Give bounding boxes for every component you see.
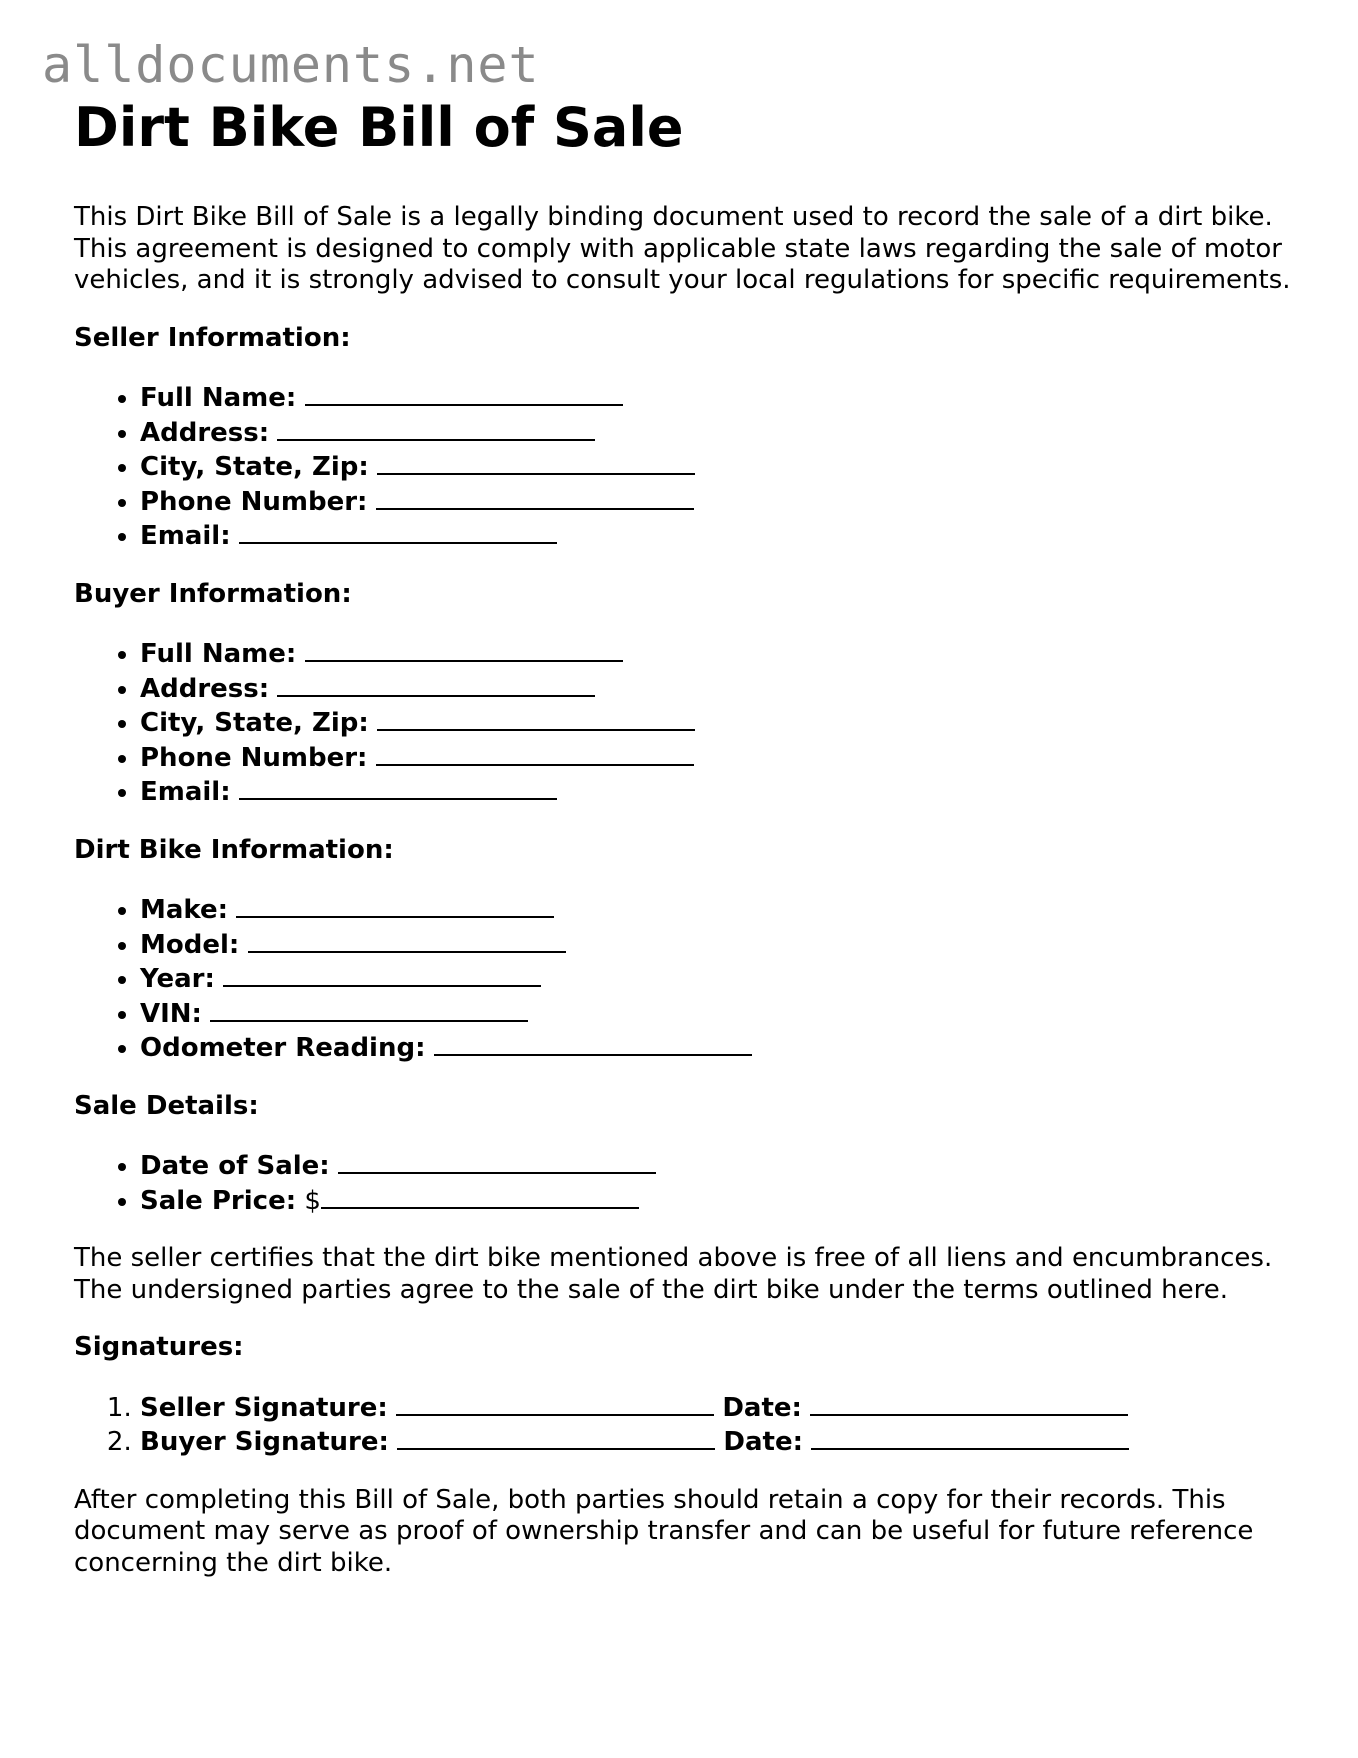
sale-date-blank[interactable]	[338, 1148, 656, 1174]
field-label: VIN:	[140, 998, 202, 1029]
field-label: Date of Sale:	[140, 1151, 330, 1181]
bike-heading: Dirt Bike Information:	[74, 834, 394, 865]
field-label: Full Name:	[140, 383, 297, 413]
sale-date-field	[140, 1148, 1294, 1183]
field-label: Make:	[140, 895, 229, 925]
bike-year-field	[140, 961, 1294, 996]
field-label: Seller Signature:	[140, 1392, 388, 1423]
seller-phone-field	[140, 484, 1294, 519]
buyer-fields-list	[74, 636, 1294, 809]
bike-vin-blank[interactable]	[210, 996, 528, 1022]
signatures-list	[74, 1390, 1294, 1459]
seller-fields-list	[74, 380, 1294, 553]
bike-model-blank[interactable]	[248, 927, 566, 953]
bike-fields-list	[74, 892, 1294, 1065]
field-label: Email:	[140, 777, 231, 807]
seller-city-state-zip-field	[140, 449, 1294, 484]
field-label: Address:	[140, 417, 270, 448]
field-label: Date:	[722, 1392, 802, 1423]
field-label: Buyer Signature:	[140, 1427, 389, 1457]
field-label: Model:	[140, 929, 240, 960]
field-label: Address:	[140, 673, 270, 704]
certification-paragraph: The seller certifies that the dirt bike mentioned above is free of all liens and encumbrances. The undersigned parties agree to the sale of the dirt bike under the terms outlined here.	[74, 1243, 1273, 1305]
closing-paragraph: After completing this Bill of Sale, both parties should retain a copy for their records. This document may serve as proof of ownership transfer and can be useful for future reference concerning the dirt bike.	[74, 1484, 1254, 1578]
buyer-city-state-zip-field	[140, 705, 1294, 740]
seller-address-field	[140, 415, 1294, 450]
bike-vin-field	[140, 996, 1294, 1031]
field-label: City, State, Zip:	[140, 452, 369, 482]
bike-make-field	[140, 892, 1294, 927]
sale-price-field	[140, 1183, 1294, 1218]
bike-make-blank[interactable]	[236, 892, 554, 918]
page-title: Dirt Bike Bill of Sale	[74, 96, 684, 159]
signatures-heading: Signatures:	[74, 1332, 244, 1362]
intro-paragraph: This Dirt Bike Bill of Sale is a legally binding document used to record the sale of a dirt bike. This agreement is designed to comply with applicable state laws regarding the sale of motor vehicles, and it is strongly advised to consult your local regulations for specific requirements.	[74, 202, 1291, 295]
buyer-phone-field	[140, 740, 1294, 775]
buyer-full-name-blank[interactable]	[305, 636, 623, 662]
seller-city-state-zip-blank[interactable]	[377, 449, 695, 475]
document-page	[74, 96, 1294, 1579]
buyer-phone-blank[interactable]	[376, 740, 694, 766]
field-label: Date:	[723, 1427, 804, 1457]
buyer-city-state-zip-blank[interactable]	[377, 705, 695, 731]
buyer-signature-blank[interactable]	[397, 1424, 715, 1450]
seller-heading: Seller Information:	[74, 322, 351, 353]
buyer-full-name-field	[140, 636, 1294, 671]
seller-full-name-field	[140, 380, 1294, 415]
field-label: Email:	[140, 521, 231, 551]
field-label: Phone Number:	[140, 742, 368, 773]
seller-signature-blank[interactable]	[396, 1390, 714, 1416]
seller-email-field	[140, 518, 1294, 553]
sale-heading: Sale Details:	[74, 1090, 259, 1121]
bike-year-blank[interactable]	[223, 961, 541, 987]
seller-signature-date-blank[interactable]	[810, 1390, 1128, 1416]
seller-phone-blank[interactable]	[376, 484, 694, 510]
buyer-address-blank[interactable]	[277, 671, 595, 697]
bike-odometer-blank[interactable]	[434, 1030, 752, 1056]
currency-symbol: $	[304, 1185, 321, 1216]
sale-fields-list	[74, 1148, 1294, 1217]
seller-address-blank[interactable]	[277, 415, 595, 441]
watermark-text: alldocuments.net	[42, 36, 540, 94]
bike-odometer-field	[140, 1030, 1294, 1065]
field-label: Odometer Reading:	[140, 1033, 426, 1063]
sale-price-blank[interactable]	[321, 1183, 639, 1209]
buyer-signature-row	[140, 1424, 1294, 1459]
buyer-heading: Buyer Information:	[74, 578, 352, 609]
seller-email-blank[interactable]	[239, 518, 557, 544]
seller-signature-row	[140, 1390, 1294, 1425]
seller-full-name-blank[interactable]	[305, 380, 623, 406]
buyer-address-field	[140, 671, 1294, 706]
field-label: Sale Price:	[140, 1185, 297, 1216]
field-label: City, State, Zip:	[140, 708, 369, 738]
bike-model-field	[140, 927, 1294, 962]
buyer-email-blank[interactable]	[239, 774, 557, 800]
field-label: Phone Number:	[140, 486, 368, 517]
buyer-email-field	[140, 774, 1294, 809]
buyer-signature-date-blank[interactable]	[811, 1424, 1129, 1450]
field-label: Year:	[140, 964, 215, 994]
field-label: Full Name:	[140, 639, 297, 669]
